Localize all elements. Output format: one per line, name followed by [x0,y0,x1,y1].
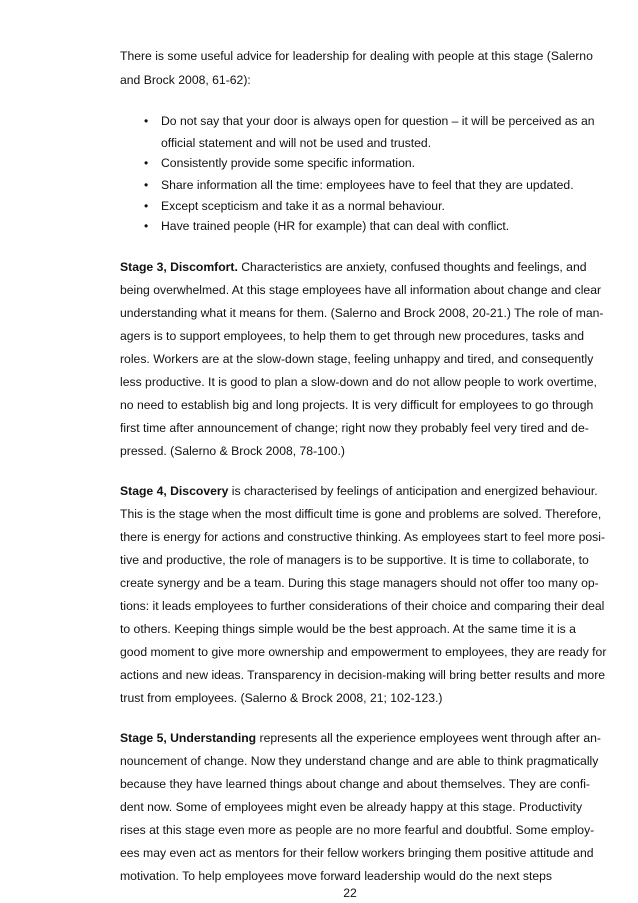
stage4-line: tive and productive, the role of managers is to be supportive. It is time to collaborate, to [120,553,589,567]
bullet-dot-icon: • [144,156,149,170]
stage4-line: trust from employees. (Salerno & Brock 2008, 21; 102-123.) [120,691,443,705]
stage5-line: nouncement of change. Now they understand change and are able to think pragmatically [120,754,599,768]
stage4-line: actions and new ideas. Transparency in decision-making will bring better results and more [120,668,606,682]
stage3-heading: Stage 3, Discomfort. [120,260,238,274]
stage4-line: there is energy for actions and constructive thinking. As employees start to feel more posi- [120,530,606,544]
stage3-line: being overwhelmed. At this stage employees have all information about change and clear [120,283,602,297]
stage3-text: Characteristics are anxiety, confused thoughts and feelings, and [237,260,587,274]
bullet-dot-icon: • [144,199,149,213]
bullet-item-continuation: official statement and will not be used and trusted. [161,136,432,150]
stage4-line: to others. Keeping things simple would be the best approach. At the same time it is a [120,622,576,636]
stage3-line: pressed. (Salerno & Brock 2008, 78-100.) [120,444,345,458]
bullet-item: Except scepticism and take it as a normal behaviour. [161,199,445,213]
stage3-line: agers is to support employees, to help them to get through new procedures, tasks and [120,329,585,343]
intro-line: There is some useful advice for leadership for dealing with people at this stage (Salerno [120,49,593,63]
stage5-text: represents all the experience employees went through after an- [256,731,601,745]
stage4-line: This is the stage when the most difficult time is gone and problems are solved. Therefore, [120,507,602,521]
stage5-heading: Stage 5, Understanding [120,731,257,745]
stage5-line: ees may even act as mentors for their fellow workers bringing them positive attitude and [120,846,594,860]
stage3-line: no need to establish big and long projects. It is very difficult for employees to go through [120,398,594,412]
stage4-line: good moment to give more ownership and empowerment to employees, they are ready for [120,645,607,659]
intro-line: and Brock 2008, 61-62): [120,73,251,87]
bullet-dot-icon: • [144,178,149,192]
bullet-item: Share information all the time: employees have to feel that they are updated. [161,178,574,192]
bullet-dot-icon: • [144,114,149,128]
stage3-first-line [120,259,600,275]
stage4-heading: Stage 4, Discovery [120,484,229,498]
stage5-line: because they have learned things about change and about themselves. They are confi- [120,777,590,791]
stage3-line: roles. Workers are at the slow-down stage, feeling unhappy and tired, and consequently [120,352,594,366]
stage5-first-line [120,730,600,746]
stage4-line: create synergy and be a team. During this stage managers should not offer too many op- [120,576,599,590]
bullet-item: Do not say that your door is always open for question – it will be perceived as an [161,114,595,128]
bullet-item: Have trained people (HR for example) that can deal with conflict. [161,219,510,233]
stage3-line: less productive. It is good to plan a slow-down and do not allow people to work overtime, [120,375,597,389]
bullet-dot-icon: • [144,219,149,233]
stage5-line: dent now. Some of employees might even be already happy at this stage. Productivity [120,800,583,814]
stage4-text: is characterised by feelings of anticipation and energized behaviour. [228,484,598,498]
stage5-line: rises at this stage even more as people are no more fearful and doubtful. Some employ- [120,823,595,837]
stage5-line: motivation. To help employees move forward leadership would do the next steps [120,869,552,883]
stage4-line: tions: it leads employees to further considerations of their choice and comparing their deal [120,599,605,613]
stage3-line: understanding what it means for them. (Salerno and Brock 2008, 20-21.) The role of man- [120,306,604,320]
stage4-first-line [120,483,600,499]
bullet-item: Consistently provide some specific information. [161,156,416,170]
page-number: 22 [343,886,357,900]
stage3-line: first time after announcement of change; right now they probably feel very tired and de- [120,421,589,435]
